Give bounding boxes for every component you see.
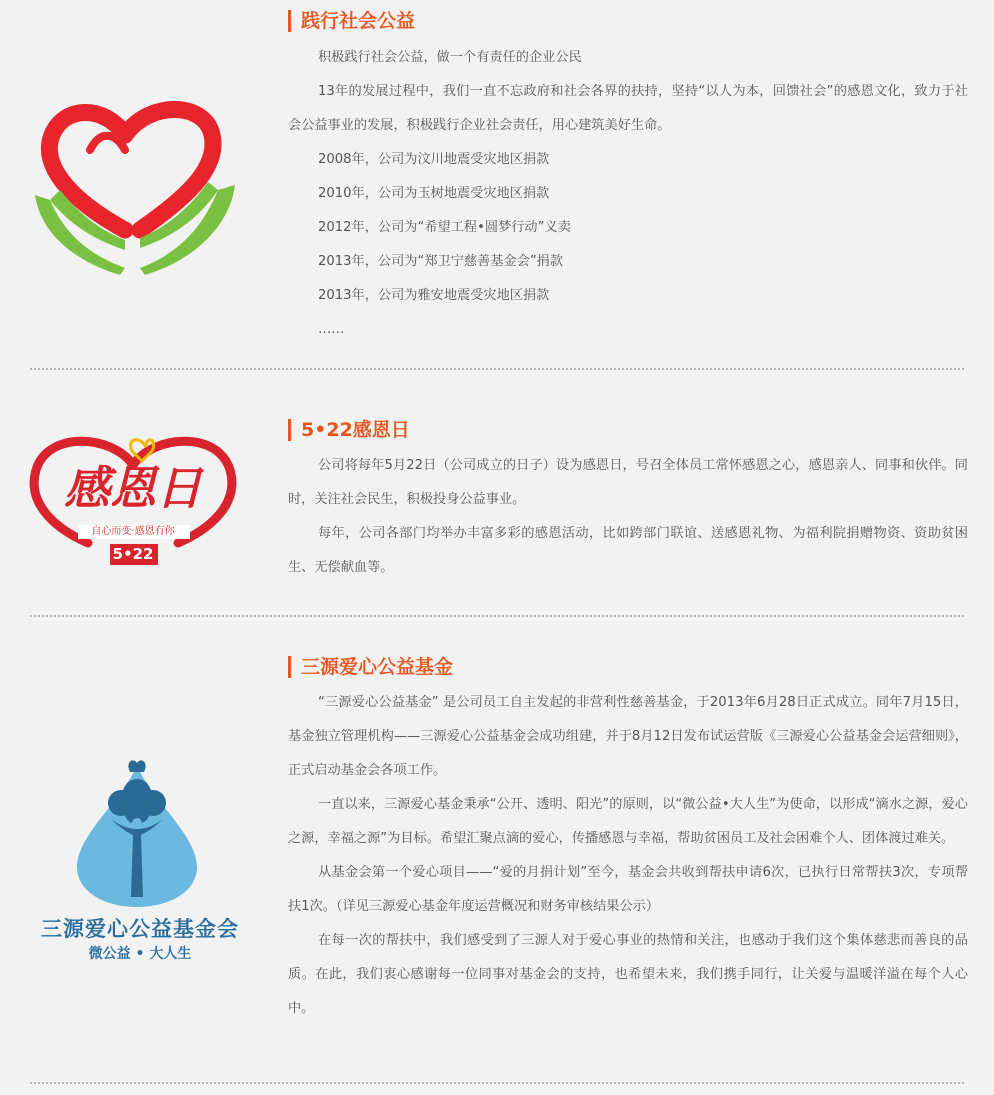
paragraph: 2013年，公司为雅安地震受灾地区捐款 xyxy=(318,288,550,303)
fund-slogan: 微公益 • 大人生 xyxy=(88,946,192,962)
paragraph: 从基金会第一个爱心项目——“爱的月捐计划”至今，基金会共收到帮扶申请6次，已执行日常帮扶3次，专项帮扶1次。（详见三源爱心基金年度运营概况和财务审核结果公示） xyxy=(288,865,968,914)
paragraph: 2008年，公司为汶川地震受灾地区捐款 xyxy=(318,152,550,167)
paragraph: 2010年，公司为玉树地震受灾地区捐款 xyxy=(318,186,550,201)
ellipsis: …… xyxy=(318,322,345,337)
section-charity-fund xyxy=(0,622,994,1082)
paragraph: 2012年，公司为“希望工程•圆梦行动”义卖 xyxy=(318,220,571,235)
paragraph: 2013年，公司为“郑卫宁慈善基金会”捐款 xyxy=(318,254,564,269)
gratitude-day-slogan: 自心而变·感恩有你 xyxy=(91,526,175,537)
section-gratitude-day xyxy=(0,375,994,615)
paragraph: 13年的发展过程中，我们一直不忘政府和社会各界的扶持，坚持“以人为本，回馈社会”的感恩文化，致力于社会公益事业的发展，积极践行企业社会责任，用心建筑美好生命。 xyxy=(288,84,968,133)
paragraph: 每年，公司各部门均举办丰富多彩的感恩活动，比如跨部门联谊、送感恩礼物、为福利院捐赠物资、资助贫困生、无偿献血等。 xyxy=(288,526,968,575)
section-title: 三源爱心公益基金 xyxy=(288,656,968,678)
divider xyxy=(30,1082,964,1084)
divider xyxy=(30,368,964,370)
paragraph: 积极践行社会公益，做一个有责任的企业公民 xyxy=(318,50,582,65)
paragraph: 一直以来，三源爱心基金秉承“公开、透明、阳光”的原则，以“微公益•大人生”为使命，以形成“滴水之源，爱心之源，幸福之源”为目标。希望汇聚点滴的爱心，传播感恩与幸福，帮助贫困员工及社会困难个人、团体渡过难关。 xyxy=(288,797,968,846)
section-social-welfare xyxy=(0,0,994,360)
gratitude-day-heart-icon xyxy=(28,425,238,575)
heart-hands-icon xyxy=(30,90,240,285)
water-drop-tree-icon xyxy=(25,757,255,967)
section-title: 5•22感恩日 xyxy=(288,419,968,441)
gratitude-day-main-text: 感恩日 xyxy=(64,461,202,515)
section-title: 践行社会公益 xyxy=(288,10,968,32)
divider xyxy=(30,615,964,617)
gratitude-day-date: 5•22 xyxy=(112,545,154,563)
fund-name: 三源爱心公益基金会 xyxy=(41,917,239,941)
paragraph: 公司将每年5月22日（公司成立的日子）设为感恩日，号召全体员工常怀感恩之心，感恩亲人、同事和伙伴。同时，关注社会民生，积极投身公益事业。 xyxy=(288,458,968,507)
paragraph: 在每一次的帮扶中，我们感受到了三源人对于爱心事业的热情和关注，也感动于我们这个集体慈悲而善良的品质。在此，我们衷心感谢每一位同事对基金会的支持，也希望未来，我们携手同行，让关爱与温暖洋溢在每个人心中。 xyxy=(288,933,968,1016)
paragraph: “三源爱心公益基金” 是公司员工自主发起的非营利性慈善基金，于2013年6月28日正式成立。同年7月15日，基金独立管理机构——三源爱心公益基金会成功组建，并于8月12日发布试运营版《三源爱心公益基金会运营细则》，正式启动基金会各项工作。 xyxy=(288,695,968,778)
